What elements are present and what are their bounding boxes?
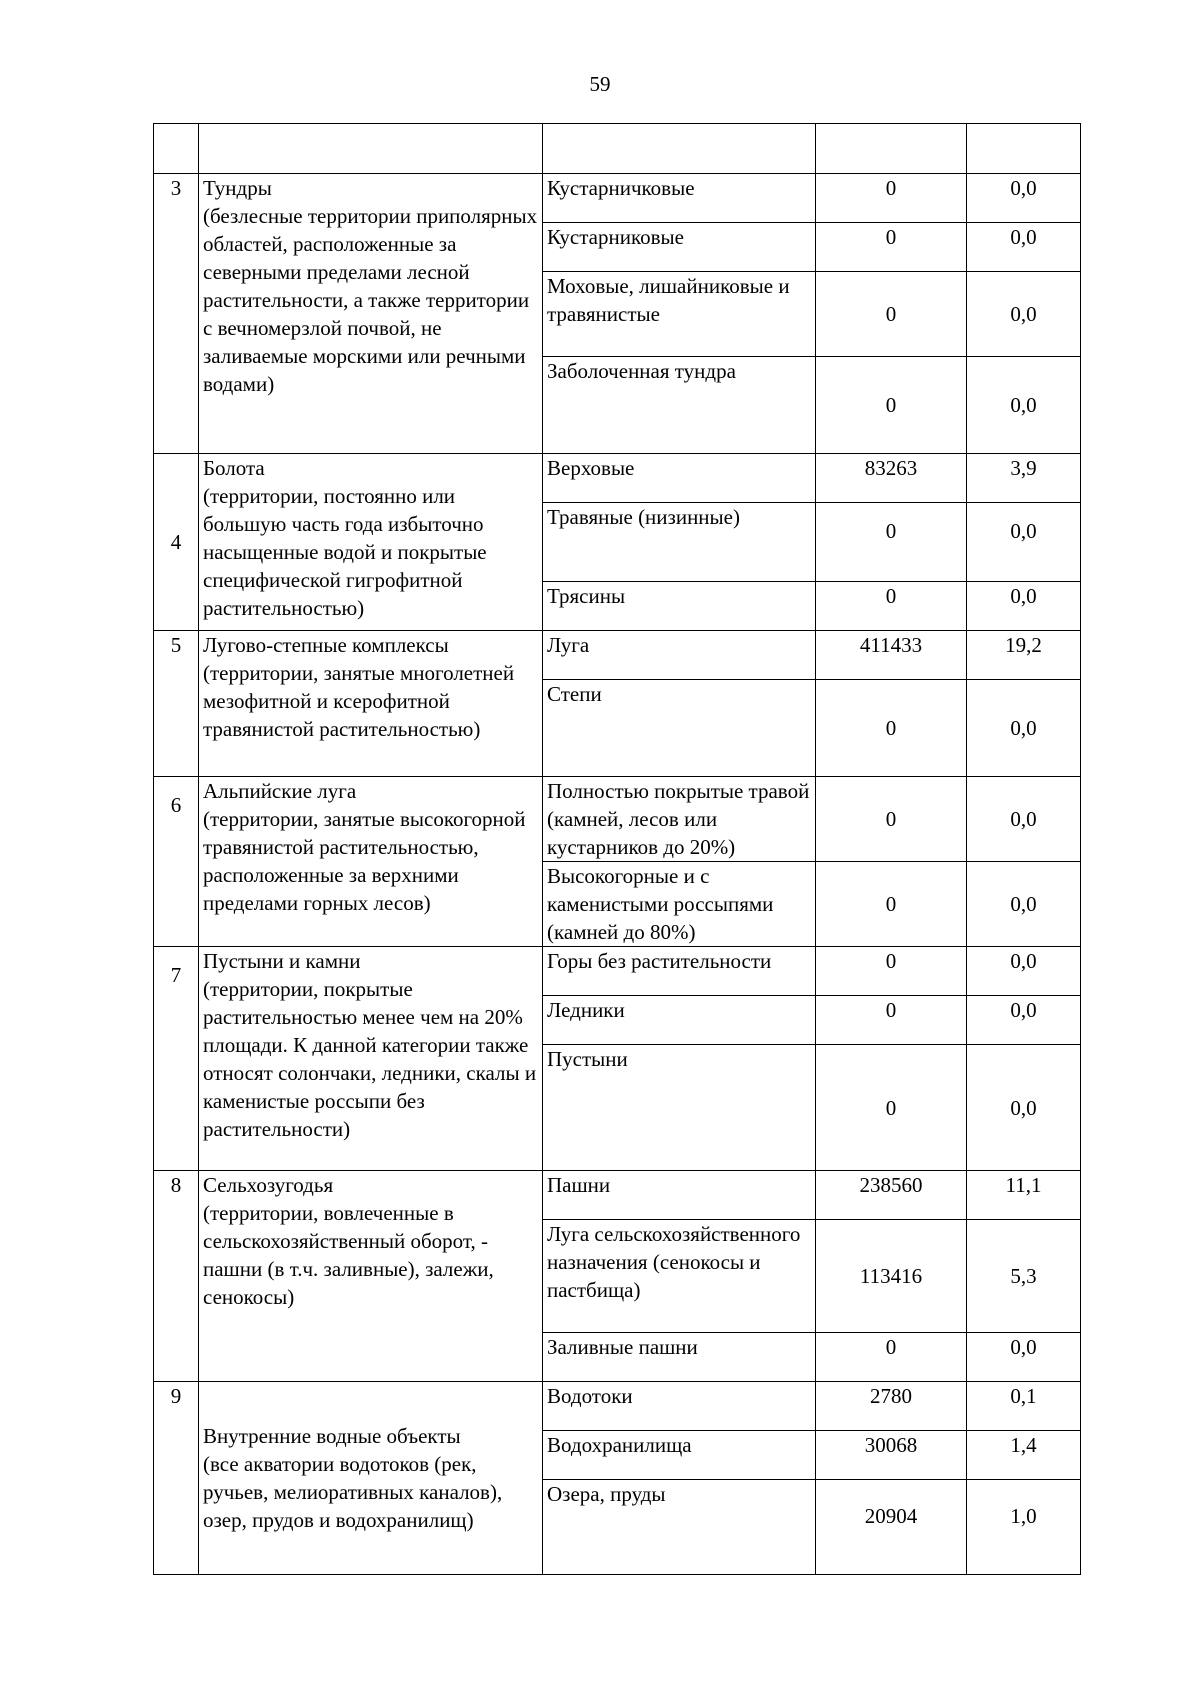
table-row bbox=[154, 1171, 1081, 1220]
percent-value: 0,0 bbox=[967, 1333, 1081, 1382]
table-row bbox=[154, 174, 1081, 223]
area-value: 83263 bbox=[816, 454, 967, 503]
area-value: 30068 bbox=[816, 1431, 967, 1480]
area-value: 2780 bbox=[816, 1382, 967, 1431]
area-value: 238560 bbox=[816, 1171, 967, 1220]
subtype-name: Луга сельскохозяйственного назначения (сенокосы и пастбища) bbox=[543, 1220, 816, 1333]
category-text: Альпийские луга (территории, занятые высокогорной травянистой растительностью, расположенные за верхними пределами горных лесов) bbox=[203, 779, 526, 915]
area-value: 0 bbox=[816, 996, 967, 1045]
row-number: 6 bbox=[154, 777, 199, 947]
header-cell bbox=[154, 124, 199, 174]
table-header-row bbox=[154, 124, 1081, 174]
percent-value: 0,1 bbox=[967, 1382, 1081, 1431]
subtype-name: Водотоки bbox=[543, 1382, 816, 1431]
category-cell bbox=[199, 1382, 543, 1575]
row-number: 8 bbox=[154, 1171, 199, 1382]
subtype-name: Кустарниковые bbox=[543, 223, 816, 272]
subtype-name: Заливные пашни bbox=[543, 1333, 816, 1382]
header-cell bbox=[967, 124, 1081, 174]
category-text: Пустыни и камни (территории, покрытые растительностью менее чем на 20% площади. К данной категории также относят солончаки, ледники, скалы и каменистые россыпи без растительности) bbox=[203, 949, 537, 1141]
row-number: 9 bbox=[154, 1382, 199, 1575]
percent-value: 0,0 bbox=[967, 582, 1081, 631]
subtype-name: Заболоченная тундра bbox=[543, 357, 816, 454]
category-text: Внутренние водные объекты (все акватории водотоков (рек, ручьев, мелиоративных каналов), озер, прудов и водохранилищ) bbox=[203, 1424, 503, 1532]
area-value: 0 bbox=[816, 272, 967, 357]
percent-value: 0,0 bbox=[967, 947, 1081, 996]
subtype-name: Полностью покрытые травой (камней, лесов или кустарников до 20%) bbox=[543, 777, 816, 862]
area-value: 0 bbox=[816, 174, 967, 223]
category-cell bbox=[199, 947, 543, 1171]
category-text: Сельхозугодья (территории, вовлеченные в сельскохозяйственный оборот, - пашни (в т.ч. заливные), залежи, сенокосы) bbox=[203, 1173, 494, 1309]
table-row bbox=[154, 631, 1081, 680]
table-row bbox=[154, 777, 1081, 862]
subtype-name: Горы без растительности bbox=[543, 947, 816, 996]
land-cover-table bbox=[153, 123, 1081, 1575]
category-cell bbox=[199, 631, 543, 777]
area-value: 0 bbox=[816, 1045, 967, 1171]
percent-value: 5,3 bbox=[967, 1220, 1081, 1333]
subtype-name: Травяные (низинные) bbox=[543, 503, 816, 582]
area-value: 0 bbox=[816, 503, 967, 582]
subtype-name: Пашни bbox=[543, 1171, 816, 1220]
percent-value: 1,0 bbox=[967, 1480, 1081, 1575]
percent-value: 3,9 bbox=[967, 454, 1081, 503]
page-number: 59 bbox=[589, 72, 611, 96]
area-value: 113416 bbox=[816, 1220, 967, 1333]
area-value: 411433 bbox=[816, 631, 967, 680]
row-number: 7 bbox=[154, 947, 199, 1171]
header-cell bbox=[816, 124, 967, 174]
subtype-name: Высокогорные и с каменистыми россыпями (камней до 80%) bbox=[543, 862, 816, 947]
percent-value: 0,0 bbox=[967, 272, 1081, 357]
area-value: 0 bbox=[816, 582, 967, 631]
subtype-name: Озера, пруды bbox=[543, 1480, 816, 1575]
category-cell bbox=[199, 454, 543, 631]
subtype-name: Луга bbox=[543, 631, 816, 680]
percent-value: 0,0 bbox=[967, 1045, 1081, 1171]
subtype-name: Степи bbox=[543, 680, 816, 777]
area-value: 0 bbox=[816, 1333, 967, 1382]
subtype-name: Верховые bbox=[543, 454, 816, 503]
category-text: Болота (территории, постоянно или большую часть года избыточно насыщенные водой и покрытые специфической гигрофитной растительностью) bbox=[203, 456, 487, 620]
category-text: Лугово-степные комплексы (территории, занятые многолетней мезофитной и ксерофитной травянистой растительностью) bbox=[203, 633, 515, 741]
category-cell bbox=[199, 1171, 543, 1382]
percent-value: 0,0 bbox=[967, 223, 1081, 272]
percent-value: 0,0 bbox=[967, 174, 1081, 223]
area-value: 20904 bbox=[816, 1480, 967, 1575]
table-row bbox=[154, 454, 1081, 503]
table-row bbox=[154, 947, 1081, 996]
percent-value: 0,0 bbox=[967, 357, 1081, 454]
row-number: 3 bbox=[154, 174, 199, 454]
percent-value: 0,0 bbox=[967, 503, 1081, 582]
area-value: 0 bbox=[816, 947, 967, 996]
subtype-name: Кустарничковые bbox=[543, 174, 816, 223]
percent-value: 0,0 bbox=[967, 996, 1081, 1045]
percent-value: 0,0 bbox=[967, 862, 1081, 947]
subtype-name: Моховые, лишайниковые и травянистые bbox=[543, 272, 816, 357]
area-value: 0 bbox=[816, 357, 967, 454]
header-cell bbox=[543, 124, 816, 174]
percent-value: 11,1 bbox=[967, 1171, 1081, 1220]
row-number: 5 bbox=[154, 631, 199, 777]
header-cell bbox=[199, 124, 543, 174]
percent-value: 0,0 bbox=[967, 680, 1081, 777]
area-value: 0 bbox=[816, 862, 967, 947]
category-cell bbox=[199, 777, 543, 947]
category-text: Тундры (безлесные территории приполярных областей, расположенные за северными пределами лесной растительности, а также территории с вечномерзлой почвой, не заливаемые морскими или речными водами) bbox=[203, 176, 538, 396]
subtype-name: Водохранилища bbox=[543, 1431, 816, 1480]
subtype-name: Трясины bbox=[543, 582, 816, 631]
percent-value: 0,0 bbox=[967, 777, 1081, 862]
area-value: 0 bbox=[816, 223, 967, 272]
area-value: 0 bbox=[816, 680, 967, 777]
percent-value: 1,4 bbox=[967, 1431, 1081, 1480]
row-number: 4 bbox=[154, 454, 199, 631]
subtype-name: Ледники bbox=[543, 996, 816, 1045]
category-cell bbox=[199, 174, 543, 454]
table-row bbox=[154, 1382, 1081, 1431]
percent-value: 19,2 bbox=[967, 631, 1081, 680]
subtype-name: Пустыни bbox=[543, 1045, 816, 1171]
area-value: 0 bbox=[816, 777, 967, 862]
